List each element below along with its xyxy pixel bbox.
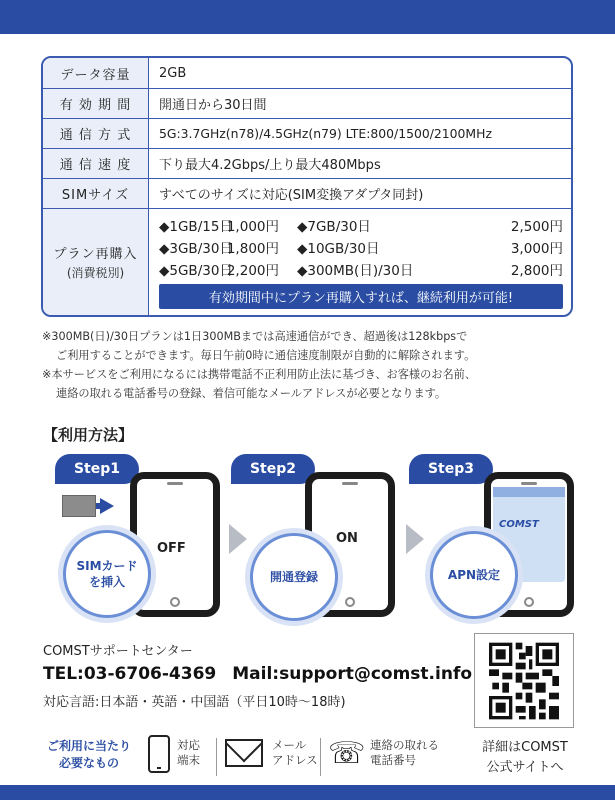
note-line: ※本サービスをご利用になるには携帯電話不正利用防止法に基づき、お客様のお名前、	[42, 368, 477, 381]
note-line: ※300MB(日)/30日プランは1日300MBまでは高速通信ができ、超過後は128kbpsで	[42, 330, 468, 343]
step1-bubble: SIMカード を挿入	[63, 530, 151, 618]
spec-row-speed	[43, 148, 571, 178]
plan-item-name: ◆3GB/30日	[159, 241, 233, 257]
divider	[216, 738, 217, 776]
requirement-phone: 連絡の取れる 電話番号	[370, 738, 439, 767]
comst-logo: COMST	[499, 519, 539, 530]
plan-grid	[159, 215, 563, 279]
phone-speaker	[167, 482, 183, 485]
bottom-band	[0, 785, 615, 800]
step-arrow-icon	[406, 524, 424, 554]
requirement-mail: メール アドレス	[272, 738, 318, 767]
step3-bubble: APN設定	[430, 531, 518, 619]
plan-item-name: ◆7GB/30日	[297, 219, 371, 235]
top-band	[0, 0, 615, 34]
plan-item-price: 2,800円	[510, 263, 563, 279]
spec-label: 通 信 方 式	[43, 119, 149, 148]
usage-title: 【利用方法】	[43, 426, 134, 444]
spec-value: すべてのサイズに対応(SIM変換アダプタ同封)	[159, 188, 424, 203]
plan-item-price: 3,000円	[510, 241, 563, 257]
qr-caption: 詳細はCOMST 公式サイトへ	[482, 740, 568, 775]
phone-home-button	[170, 597, 180, 607]
support-tel: TEL:03-6706-4369	[43, 664, 217, 684]
divider	[320, 738, 321, 776]
arrow-right-icon	[100, 498, 114, 514]
phone-home-button	[345, 597, 355, 607]
spec-value: 下り最大4.2Gbps/上り最大480Mbps	[159, 158, 381, 173]
plan-item-name: ◆10GB/30日	[297, 241, 380, 257]
plan-banner: 有効期間中にプラン再購入すれば、継続利用が可能!	[159, 284, 563, 309]
phone-speaker	[521, 482, 537, 485]
step2-bubble: 開通登録	[250, 533, 338, 621]
sim-card-icon	[62, 495, 96, 517]
plan-item-name: ◆300MB(日)/30日	[297, 263, 414, 279]
spec-row-network	[43, 118, 571, 148]
spec-value: 2GB	[159, 65, 187, 81]
spec-value: 開通日から30日間	[159, 98, 267, 113]
plan-item-name: ◆5GB/30日	[159, 263, 233, 279]
step1-screen-text: OFF	[157, 541, 186, 556]
spec-label: 有 効 期 間	[43, 89, 149, 118]
support-languages: 対応言語:日本語・英語・中国語（平日10時〜18時)	[43, 695, 346, 710]
phone-call-icon: ☏	[328, 736, 366, 771]
spec-row-validity	[43, 88, 571, 118]
spec-value: 5G:3.7GHz(n78)/4.5GHz(n79) LTE:800/1500/2100MHz	[159, 126, 492, 141]
qr-code-icon	[489, 642, 559, 720]
support-center-name: COMSTサポートセンター	[43, 644, 193, 659]
plan-label: プラン再購入	[53, 247, 138, 262]
spec-label: 通 信 速 度	[43, 149, 149, 178]
apn-screen-bar	[493, 487, 565, 497]
plan-tax-note: (消費税別)	[66, 266, 125, 280]
plan-item-name: ◆1GB/15日	[159, 219, 233, 235]
requirement-device: 対応 端末	[177, 738, 200, 767]
plan-item-price: 2,200円	[226, 263, 279, 279]
notes	[42, 327, 582, 403]
spec-label: SIMサイズ	[43, 179, 149, 208]
device-icon	[148, 735, 170, 773]
plan-item-price: 1,000円	[226, 219, 279, 235]
phone-speaker	[342, 482, 358, 485]
step1-badge: Step1	[55, 454, 139, 484]
spec-table	[41, 56, 573, 317]
note-line: 連絡の取れる電話番号の登録、着信可能なメールアドレスが必要となります。	[56, 387, 447, 400]
support-contact	[43, 664, 472, 684]
step2-screen-text: ON	[336, 531, 358, 546]
note-line: ご利用することができます。毎日午前0時に通信速度制限が自動的に解除されます。	[56, 349, 476, 362]
mail-icon	[225, 739, 263, 767]
support-mail: Mail:support@comst.info	[232, 664, 473, 684]
qr-code[interactable]	[474, 633, 574, 728]
plan-item-price: 2,500円	[510, 219, 563, 235]
plan-label-cell	[43, 209, 149, 315]
spec-label: データ容量	[43, 58, 149, 88]
spec-row-sim-size	[43, 178, 571, 208]
requirements-title: ご利用に当たり 必要なもの	[46, 739, 131, 770]
spec-row-data-capacity	[43, 58, 571, 88]
spec-row-plan	[43, 208, 571, 315]
step3-badge: Step3	[409, 454, 493, 484]
plan-value	[149, 209, 571, 315]
plan-item-price: 1,800円	[226, 241, 279, 257]
phone-home-button	[524, 597, 534, 607]
step-arrow-icon	[229, 524, 247, 554]
step2-badge: Step2	[231, 454, 315, 484]
